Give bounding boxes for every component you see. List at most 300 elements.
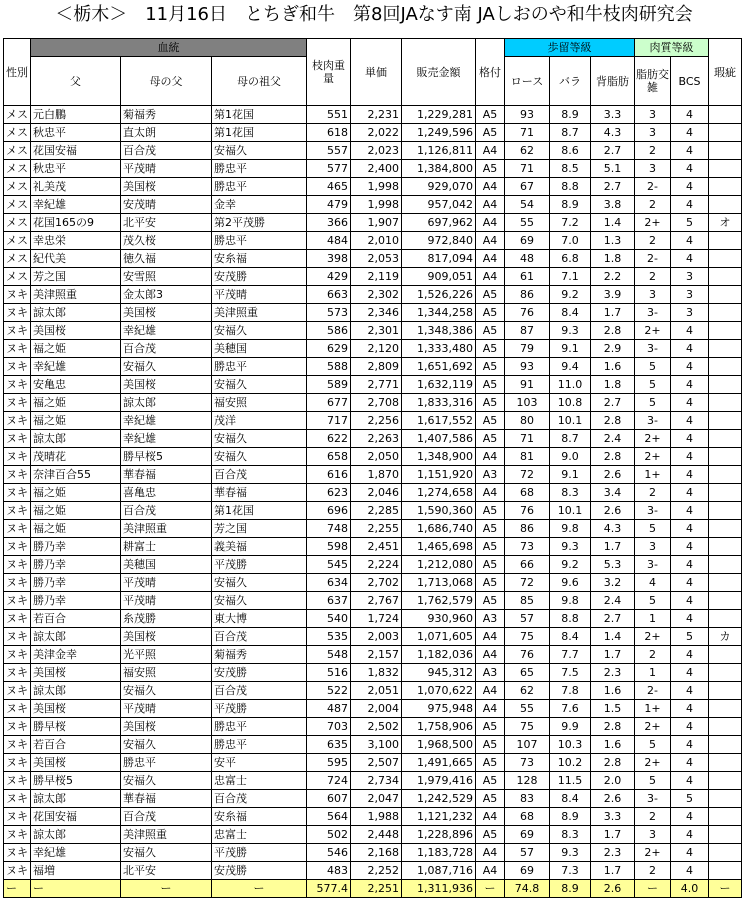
cell-father: 諒太郎 [31, 790, 121, 808]
cell-father: 若百合 [31, 736, 121, 754]
cell-back-fat: 3.9 [591, 286, 635, 304]
header-marbling: 脂肪交雑 [635, 57, 671, 106]
cell-defect [709, 466, 742, 484]
cell-weight: 586 [307, 322, 351, 340]
cell-back-fat: 2.4 [591, 592, 635, 610]
cell-back-fat: 2.8 [591, 448, 635, 466]
cell-defect [709, 610, 742, 628]
cell-sales: 1,071,605 [402, 628, 476, 646]
cell-marbling: 5 [635, 520, 671, 538]
cell-father: 勝乃幸 [31, 556, 121, 574]
cell-defect [709, 790, 742, 808]
cell-defect [709, 700, 742, 718]
cell-rib: 9.2 [550, 556, 591, 574]
cell-loin: 87 [505, 322, 550, 340]
cell-bcs: 4 [671, 646, 709, 664]
cell-marbling: 2 [635, 142, 671, 160]
cell-mothers-grandfather: 勝忠平 [212, 232, 307, 250]
cell-sales: 1,686,740 [402, 520, 476, 538]
cell-bcs: 4 [671, 754, 709, 772]
cell-sales: 1,070,622 [402, 682, 476, 700]
cell-mothers-grandfather: 安茂勝 [212, 862, 307, 880]
table-row [4, 574, 742, 592]
cell-mothers-father: 美津照重 [121, 520, 212, 538]
cell-bcs: 4 [671, 340, 709, 358]
table-row [4, 106, 742, 124]
cell-mothers-father: 平茂晴 [121, 574, 212, 592]
cell-sex: メス [4, 232, 31, 250]
cell-sales: 1,249,596 [402, 124, 476, 142]
cell-weight: 658 [307, 448, 351, 466]
table-row [4, 322, 742, 340]
cell-loin: 93 [505, 106, 550, 124]
cell-back-fat: 1.6 [591, 736, 635, 754]
cell-rib: 9.8 [550, 592, 591, 610]
cell-bcs: 4 [671, 718, 709, 736]
table-row [4, 844, 742, 862]
cell-rib: 9.3 [550, 322, 591, 340]
cell-sex: ヌキ [4, 376, 31, 394]
cell-father: 福之姫 [31, 484, 121, 502]
cell-marbling: 2+ [635, 430, 671, 448]
average-cell-bcs: 4.0 [671, 880, 709, 898]
cell-loin: 57 [505, 844, 550, 862]
cell-grade: A3 [476, 466, 505, 484]
cell-bcs: 4 [671, 826, 709, 844]
cell-defect [709, 844, 742, 862]
cell-sex: メス [4, 178, 31, 196]
cell-back-fat: 1.7 [591, 538, 635, 556]
cell-mothers-grandfather: 第1花国 [212, 502, 307, 520]
header-loin: ロース [505, 57, 550, 106]
cell-mothers-grandfather: 安福久 [212, 574, 307, 592]
header-mothers-father: 母の父 [121, 57, 212, 106]
cell-loin: 80 [505, 412, 550, 430]
cell-mothers-grandfather: 安福久 [212, 592, 307, 610]
cell-loin: 128 [505, 772, 550, 790]
cell-sales: 1,344,258 [402, 304, 476, 322]
cell-grade: A5 [476, 124, 505, 142]
cell-rib: 8.8 [550, 610, 591, 628]
table-row [4, 232, 742, 250]
cell-grade: A5 [476, 160, 505, 178]
cell-weight: 717 [307, 412, 351, 430]
cell-unit-price: 2,285 [351, 502, 402, 520]
cell-weight: 589 [307, 376, 351, 394]
cell-grade: A4 [476, 682, 505, 700]
average-cell-rib: 8.9 [550, 880, 591, 898]
cell-back-fat: 4.3 [591, 124, 635, 142]
cell-father: 礼美茂 [31, 178, 121, 196]
cell-mothers-grandfather: 平茂勝 [212, 844, 307, 862]
table-row [4, 646, 742, 664]
cell-marbling: 2- [635, 178, 671, 196]
cell-mothers-grandfather: 第2平茂勝 [212, 214, 307, 232]
cell-defect [709, 646, 742, 664]
cell-defect [709, 754, 742, 772]
cell-grade: A5 [476, 718, 505, 736]
cell-bcs: 4 [671, 466, 709, 484]
cell-loin: 73 [505, 538, 550, 556]
cell-unit-price: 2,448 [351, 826, 402, 844]
cell-back-fat: 2.6 [591, 502, 635, 520]
cell-defect [709, 862, 742, 880]
cell-loin: 91 [505, 376, 550, 394]
cell-grade: A5 [476, 412, 505, 430]
cell-unit-price: 2,263 [351, 430, 402, 448]
cell-defect [709, 826, 742, 844]
cell-father: 秋忠平 [31, 124, 121, 142]
cell-grade: A4 [476, 232, 505, 250]
cell-sales: 1,242,529 [402, 790, 476, 808]
cell-mothers-father: 諒太郎 [121, 394, 212, 412]
cell-sales: 1,465,698 [402, 538, 476, 556]
table-row [4, 412, 742, 430]
cell-mothers-father: 勝早桜5 [121, 448, 212, 466]
cell-sales: 1,333,480 [402, 340, 476, 358]
cell-bcs: 4 [671, 376, 709, 394]
cell-father: 元白鵬 [31, 106, 121, 124]
cell-unit-price: 2,051 [351, 682, 402, 700]
cell-loin: 71 [505, 124, 550, 142]
cell-sales: 957,042 [402, 196, 476, 214]
cell-father: 花国安福 [31, 142, 121, 160]
cell-mothers-grandfather: 忠富士 [212, 826, 307, 844]
header-sales: 販売金額 [402, 39, 476, 106]
cell-unit-price: 2,767 [351, 592, 402, 610]
cell-loin: 103 [505, 394, 550, 412]
cell-unit-price: 2,256 [351, 412, 402, 430]
cell-back-fat: 1.7 [591, 304, 635, 322]
cell-marbling: 3 [635, 538, 671, 556]
cell-mothers-father: 平茂晴 [121, 700, 212, 718]
cell-rib: 10.1 [550, 412, 591, 430]
cell-grade: A5 [476, 502, 505, 520]
cell-sales: 1,968,500 [402, 736, 476, 754]
cell-back-fat: 2.9 [591, 340, 635, 358]
cell-rib: 10.8 [550, 394, 591, 412]
cell-mothers-grandfather: 百合茂 [212, 682, 307, 700]
cell-defect [709, 358, 742, 376]
cell-sex: ヌキ [4, 754, 31, 772]
table-row [4, 304, 742, 322]
header-father: 父 [31, 57, 121, 106]
cell-mothers-grandfather: 義美福 [212, 538, 307, 556]
cell-marbling: 2+ [635, 214, 671, 232]
cell-weight: 502 [307, 826, 351, 844]
cell-sales: 1,087,716 [402, 862, 476, 880]
cell-mothers-grandfather: 勝忠平 [212, 178, 307, 196]
table-row [4, 682, 742, 700]
cell-weight: 548 [307, 646, 351, 664]
cell-weight: 398 [307, 250, 351, 268]
carcass-results-table [3, 38, 742, 898]
cell-loin: 66 [505, 556, 550, 574]
cell-defect [709, 178, 742, 196]
cell-defect: カ [709, 628, 742, 646]
cell-marbling: 5 [635, 376, 671, 394]
table-row [4, 826, 742, 844]
cell-back-fat: 1.5 [591, 700, 635, 718]
cell-unit-price: 2,346 [351, 304, 402, 322]
cell-mothers-father: 金太郎3 [121, 286, 212, 304]
cell-sales: 817,094 [402, 250, 476, 268]
cell-bcs: 4 [671, 808, 709, 826]
cell-back-fat: 2.7 [591, 142, 635, 160]
cell-unit-price: 2,157 [351, 646, 402, 664]
cell-father: 美津照重 [31, 286, 121, 304]
cell-mothers-father: 幸紀雄 [121, 322, 212, 340]
table-row [4, 340, 742, 358]
cell-marbling: 1 [635, 664, 671, 682]
cell-sex: ヌキ [4, 790, 31, 808]
cell-weight: 622 [307, 430, 351, 448]
cell-father: 福増 [31, 862, 121, 880]
cell-unit-price: 2,302 [351, 286, 402, 304]
cell-bcs: 4 [671, 664, 709, 682]
cell-back-fat: 2.0 [591, 772, 635, 790]
cell-grade: A5 [476, 322, 505, 340]
cell-marbling: 3 [635, 124, 671, 142]
table-row [4, 196, 742, 214]
cell-mothers-grandfather: 金幸 [212, 196, 307, 214]
cell-father: 芳之国 [31, 268, 121, 286]
cell-marbling: 3- [635, 790, 671, 808]
cell-weight: 551 [307, 106, 351, 124]
cell-weight: 546 [307, 844, 351, 862]
cell-father: 諒太郎 [31, 682, 121, 700]
cell-back-fat: 2.8 [591, 718, 635, 736]
cell-marbling: 3- [635, 304, 671, 322]
cell-sales: 1,348,900 [402, 448, 476, 466]
cell-unit-price: 1,998 [351, 178, 402, 196]
average-cell-back-fat: 2.6 [591, 880, 635, 898]
cell-mothers-grandfather: 平茂勝 [212, 700, 307, 718]
cell-weight: 598 [307, 538, 351, 556]
cell-mothers-father: 美国桜 [121, 304, 212, 322]
cell-sales: 1,526,226 [402, 286, 476, 304]
cell-sales: 1,979,416 [402, 772, 476, 790]
cell-mothers-grandfather: 安糸福 [212, 808, 307, 826]
cell-weight: 629 [307, 340, 351, 358]
cell-bcs: 4 [671, 520, 709, 538]
cell-mothers-father: 幸紀雄 [121, 430, 212, 448]
cell-father: 福之姫 [31, 394, 121, 412]
cell-unit-price: 1,724 [351, 610, 402, 628]
table-row [4, 286, 742, 304]
cell-weight: 545 [307, 556, 351, 574]
cell-mothers-father: 美津照重 [121, 826, 212, 844]
cell-marbling: 3- [635, 340, 671, 358]
table-row [4, 556, 742, 574]
cell-mothers-father: 北平安 [121, 862, 212, 880]
cell-unit-price: 2,502 [351, 718, 402, 736]
cell-loin: 55 [505, 700, 550, 718]
cell-mothers-father: 美国桜 [121, 628, 212, 646]
cell-bcs: 4 [671, 322, 709, 340]
cell-mothers-father: 福安照 [121, 664, 212, 682]
cell-mothers-father: 直太朗 [121, 124, 212, 142]
cell-unit-price: 3,100 [351, 736, 402, 754]
table-row [4, 664, 742, 682]
table-row [4, 520, 742, 538]
cell-defect [709, 430, 742, 448]
cell-marbling: 2+ [635, 448, 671, 466]
cell-sex: ヌキ [4, 556, 31, 574]
cell-grade: A4 [476, 448, 505, 466]
cell-father: 諒太郎 [31, 628, 121, 646]
cell-bcs: 4 [671, 106, 709, 124]
cell-grade: A4 [476, 628, 505, 646]
cell-father: 勝乃幸 [31, 574, 121, 592]
cell-sex: ヌキ [4, 484, 31, 502]
cell-unit-price: 2,702 [351, 574, 402, 592]
table-row [4, 124, 742, 142]
cell-father: 秋忠平 [31, 160, 121, 178]
cell-weight: 516 [307, 664, 351, 682]
cell-weight: 479 [307, 196, 351, 214]
cell-defect [709, 250, 742, 268]
table-row [4, 808, 742, 826]
cell-sales: 909,051 [402, 268, 476, 286]
average-cell-mothers-grandfather: ー [212, 880, 307, 898]
cell-sex: メス [4, 250, 31, 268]
cell-unit-price: 2,231 [351, 106, 402, 124]
cell-bcs: 4 [671, 394, 709, 412]
cell-marbling: 4 [635, 574, 671, 592]
cell-weight: 635 [307, 736, 351, 754]
cell-grade: A3 [476, 664, 505, 682]
cell-bcs: 4 [671, 232, 709, 250]
cell-defect [709, 124, 742, 142]
cell-loin: 72 [505, 466, 550, 484]
cell-sex: ヌキ [4, 358, 31, 376]
header-mothers-grandfather: 母の祖父 [212, 57, 307, 106]
cell-bcs: 4 [671, 736, 709, 754]
cell-rib: 8.9 [550, 196, 591, 214]
cell-back-fat: 2.8 [591, 322, 635, 340]
cell-weight: 465 [307, 178, 351, 196]
cell-defect [709, 160, 742, 178]
cell-unit-price: 2,119 [351, 268, 402, 286]
cell-rib: 8.3 [550, 826, 591, 844]
cell-bcs: 3 [671, 286, 709, 304]
cell-back-fat: 3.3 [591, 106, 635, 124]
cell-bcs: 4 [671, 538, 709, 556]
cell-sales: 975,948 [402, 700, 476, 718]
cell-mothers-grandfather: 安福久 [212, 448, 307, 466]
cell-rib: 7.5 [550, 664, 591, 682]
cell-mothers-grandfather: 平茂勝 [212, 556, 307, 574]
cell-mothers-father: 百合茂 [121, 502, 212, 520]
table-row [4, 790, 742, 808]
table-row [4, 214, 742, 232]
cell-bcs: 4 [671, 124, 709, 142]
cell-mothers-grandfather: 勝忠平 [212, 718, 307, 736]
cell-grade: A5 [476, 736, 505, 754]
cell-sex: メス [4, 124, 31, 142]
cell-rib: 7.2 [550, 214, 591, 232]
cell-grade: A5 [476, 574, 505, 592]
cell-sex: ヌキ [4, 520, 31, 538]
cell-unit-price: 2,809 [351, 358, 402, 376]
cell-grade: A5 [476, 538, 505, 556]
cell-sales: 1,121,232 [402, 808, 476, 826]
cell-bcs: 5 [671, 628, 709, 646]
cell-sex: ヌキ [4, 466, 31, 484]
cell-loin: 62 [505, 682, 550, 700]
cell-mothers-grandfather: 安福久 [212, 430, 307, 448]
cell-weight: 618 [307, 124, 351, 142]
cell-rib: 9.1 [550, 340, 591, 358]
cell-back-fat: 3.8 [591, 196, 635, 214]
cell-defect [709, 268, 742, 286]
cell-mothers-grandfather: 第1花国 [212, 106, 307, 124]
cell-unit-price: 1,832 [351, 664, 402, 682]
cell-back-fat: 1.4 [591, 628, 635, 646]
cell-mothers-grandfather: 勝忠平 [212, 160, 307, 178]
cell-mothers-father: 幸紀雄 [121, 412, 212, 430]
cell-grade: A5 [476, 340, 505, 358]
cell-marbling: 2 [635, 232, 671, 250]
header-defect: 瑕疵 [709, 39, 742, 106]
cell-loin: 76 [505, 646, 550, 664]
cell-bcs: 4 [671, 196, 709, 214]
cell-father: 紀代美 [31, 250, 121, 268]
cell-mothers-father: 勝忠平 [121, 754, 212, 772]
cell-unit-price: 2,046 [351, 484, 402, 502]
header-sex: 性別 [4, 39, 31, 106]
cell-marbling: 2+ [635, 718, 671, 736]
average-cell-defect: ー [709, 880, 742, 898]
cell-mothers-grandfather: 安糸福 [212, 250, 307, 268]
cell-loin: 68 [505, 808, 550, 826]
cell-sales: 1,491,665 [402, 754, 476, 772]
cell-loin: 86 [505, 520, 550, 538]
cell-sales: 1,762,579 [402, 592, 476, 610]
cell-sales: 1,758,906 [402, 718, 476, 736]
cell-weight: 540 [307, 610, 351, 628]
cell-sales: 1,632,119 [402, 376, 476, 394]
cell-grade: A5 [476, 376, 505, 394]
cell-grade: A4 [476, 646, 505, 664]
cell-mothers-grandfather: 安茂勝 [212, 664, 307, 682]
cell-bcs: 4 [671, 358, 709, 376]
cell-defect [709, 484, 742, 502]
cell-sex: ヌキ [4, 448, 31, 466]
table-row [4, 700, 742, 718]
cell-bcs: 4 [671, 574, 709, 592]
header-yield-group: 歩留等級 [505, 39, 635, 57]
cell-bcs: 3 [671, 268, 709, 286]
cell-unit-price: 2,771 [351, 376, 402, 394]
cell-rib: 7.0 [550, 232, 591, 250]
table-row [4, 250, 742, 268]
cell-mothers-father: 徳久福 [121, 250, 212, 268]
cell-defect [709, 520, 742, 538]
cell-sex: ヌキ [4, 844, 31, 862]
cell-defect [709, 340, 742, 358]
cell-back-fat: 3.2 [591, 574, 635, 592]
table-row [4, 142, 742, 160]
cell-loin: 71 [505, 160, 550, 178]
cell-back-fat: 2.7 [591, 394, 635, 412]
cell-marbling: 5 [635, 394, 671, 412]
cell-sex: ヌキ [4, 574, 31, 592]
cell-sex: ヌキ [4, 322, 31, 340]
cell-defect [709, 736, 742, 754]
cell-weight: 663 [307, 286, 351, 304]
